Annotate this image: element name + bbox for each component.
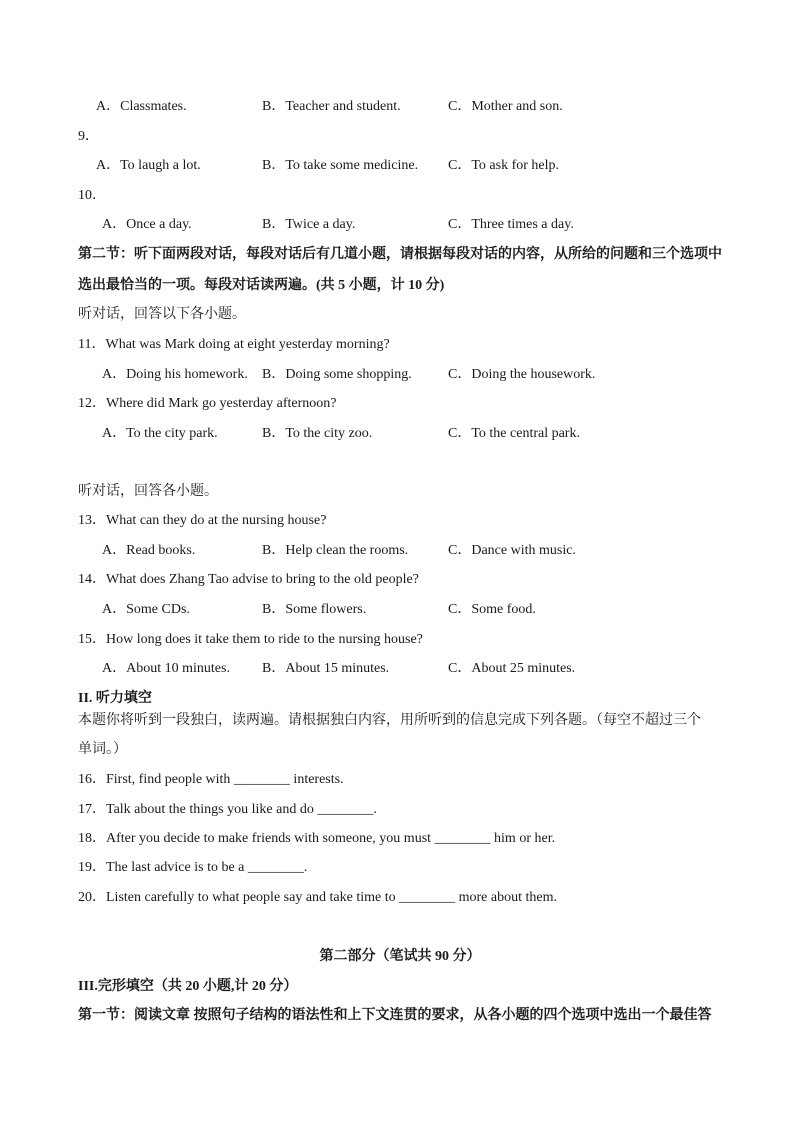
- option-c: C．Some food.: [448, 602, 536, 617]
- question-stem: 11．What was Mark doing at eight yesterday morning?: [78, 337, 390, 352]
- option-c: C．To ask for help.: [448, 158, 560, 173]
- question-number: 9．: [78, 129, 99, 144]
- instruction-text: 第一节：阅读文章 按照句子结构的语法性和上下文连贯的要求，从各小题的四个选项中选出一个最佳答: [78, 1008, 712, 1023]
- fill-sentence: 19．The last advice is to be a ________.: [78, 860, 308, 875]
- written-part-title: 第二部分（笔试共 90 分）: [319, 949, 481, 964]
- fill-sentence: 17．Talk about the things you like and do ________.: [78, 802, 377, 817]
- option-b: B．Help clean the rooms.: [262, 543, 409, 558]
- option-a: A．Doing his homework.: [102, 367, 248, 382]
- section-title: III.完形填空（共 20 小题,计 20 分）: [78, 979, 298, 994]
- option-b: B．Twice a day.: [262, 217, 356, 232]
- question-number: 10．: [78, 188, 106, 203]
- heading-text: 第二节：听下面两段对话，每段对话后有几道小题，请根据每段对话的内容，从所给的问题和三个选项中: [78, 247, 722, 262]
- option-c: C．Three times a day.: [448, 217, 574, 232]
- option-c: C．Dance with music.: [448, 543, 576, 558]
- option-a: A．To the city park.: [102, 426, 218, 441]
- option-a: A．Some CDs.: [102, 602, 190, 617]
- option-a: A．About 10 minutes.: [102, 661, 230, 676]
- fill-sentence: 18．After you decide to make friends with someone, you must ________ him or her.: [78, 831, 556, 846]
- option-c: C．Mother and son.: [448, 99, 563, 114]
- section-title: II. 听力填空: [78, 691, 152, 706]
- option-a: A．To laugh a lot.: [96, 158, 201, 173]
- option-c: C．Doing the housework.: [448, 367, 596, 382]
- intro-text: 听对话，回答以下各小题。: [78, 307, 246, 322]
- option-b: B．About 15 minutes.: [262, 661, 390, 676]
- option-a: A．Once a day.: [102, 217, 192, 232]
- option-b: B．To take some medicine.: [262, 158, 419, 173]
- fill-sentence: 16．First, find people with ________ interests.: [78, 772, 344, 787]
- fill-sentence: 20．Listen carefully to what people say and take time to ________ more about them.: [78, 890, 557, 905]
- option-b: B．Doing some shopping.: [262, 367, 412, 382]
- instruction-text: 本题你将听到一段独白，读两遍。请根据独白内容，用所听到的信息完成下列各题。（每空不超过三个: [78, 713, 701, 728]
- intro-text: 听对话，回答各小题。: [78, 484, 218, 499]
- option-c: C．About 25 minutes.: [448, 661, 576, 676]
- option-b: B．Teacher and student.: [262, 99, 401, 114]
- heading-text: 选出最恰当的一项。每段对话读两遍。(共 5 小题，计 10 分): [78, 278, 445, 293]
- option-c: C．To the central park.: [448, 426, 580, 441]
- question-stem: 14．What does Zhang Tao advise to bring to the old people?: [78, 572, 419, 587]
- question-stem: 12．Where did Mark go yesterday afternoon?: [78, 396, 337, 411]
- option-a: A．Read books.: [102, 543, 196, 558]
- option-b: B．Some flowers.: [262, 602, 367, 617]
- option-a: A．Classmates.: [96, 99, 187, 114]
- option-b: B．To the city zoo.: [262, 426, 373, 441]
- question-stem: 13．What can they do at the nursing house?: [78, 513, 327, 528]
- instruction-text: 单词。）: [78, 742, 127, 757]
- question-stem: 15．How long does it take them to ride to the nursing house?: [78, 632, 423, 647]
